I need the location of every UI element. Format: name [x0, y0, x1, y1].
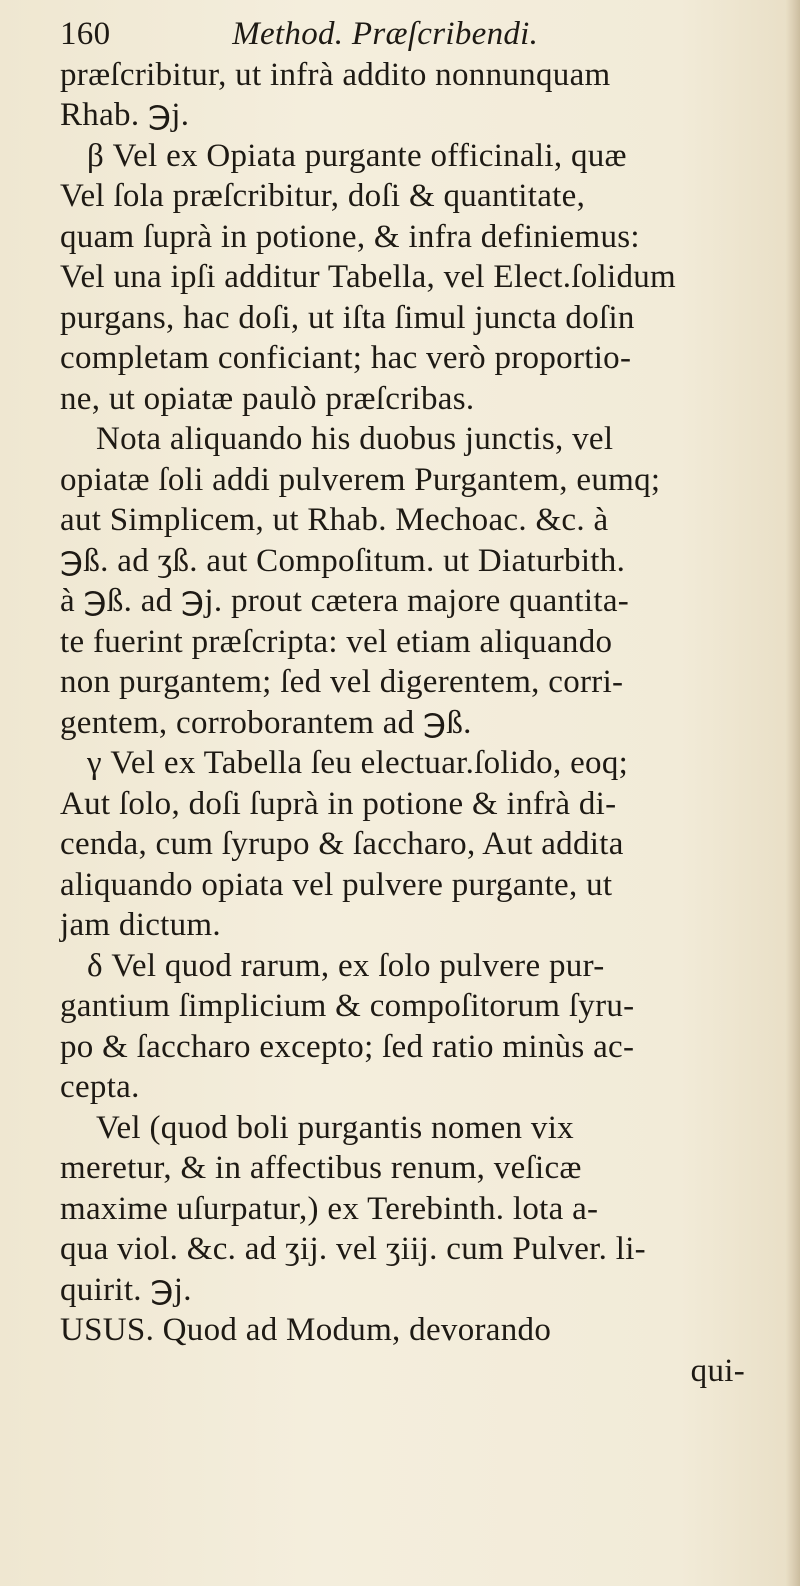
- text-line: ℈ß. ad ʒß. aut Compoſitum. ut Diaturbith.: [60, 542, 626, 579]
- text-line: maxime uſurpatur,) ex Terebinth. lota a-: [60, 1190, 599, 1227]
- text-line: Rhab. ℈j.: [60, 97, 190, 133]
- text-line: Nota aliquando his duobus junctis, vel: [96, 421, 614, 457]
- text-line: quirit. ℈j.: [60, 1271, 192, 1308]
- page-number: 160: [60, 16, 111, 52]
- text-line: ne, ut opiatæ paulò præſcribas.: [60, 380, 475, 417]
- running-title: Method. Præſcribendi.: [232, 16, 539, 52]
- text-line: aliquando opiata vel pulvere purgante, ut: [60, 866, 613, 903]
- text-line: jam dictum.: [60, 907, 221, 943]
- text-line: purgans, hac doſi, ut iſta ſimul juncta doſin: [60, 299, 635, 336]
- text-line: USUS. Quod ad Modum, devorando: [60, 1312, 552, 1348]
- text-line: opiatæ ſoli addi pulverem Purgantem, eumq;: [60, 461, 661, 498]
- text-line: Vel una ipſi additur Tabella, vel Elect.ſolidum: [60, 259, 677, 295]
- text-line: γ Vel ex Tabella ſeu electuar.ſolido, eoq;: [87, 745, 629, 781]
- text-line: cenda, cum ſyrupo & ſaccharo, Aut addita: [60, 826, 624, 862]
- page-edge: [786, 0, 800, 1586]
- catchword: qui-: [690, 1352, 745, 1389]
- text-line: po & ſaccharo excepto; ſed ratio minùs ac-: [60, 1028, 635, 1065]
- text-line: Vel (quod boli purgantis nomen vix: [96, 1109, 574, 1146]
- text-line: cepta.: [60, 1069, 140, 1105]
- text-line: te fuerint præſcripta: vel etiam aliquando: [60, 623, 613, 660]
- text-line: qua viol. &c. ad ʒij. vel ʒiij. cum Pulver. li-: [60, 1231, 646, 1267]
- text-line: à ℈ß. ad ℈j. prout cætera majore quantita-: [60, 583, 630, 619]
- text-line: præſcribitur, ut infrà addito nonnunquam: [60, 56, 611, 93]
- text-line: δ Vel quod rarum, ex ſolo pulvere pur-: [87, 947, 605, 984]
- text-line: gentem, corroborantem ad ℈ß.: [60, 704, 472, 741]
- text-line: β Vel ex Opiata purgante officinali, quæ: [87, 137, 627, 174]
- text-line: meretur, & in affectibus renum, veſicæ: [60, 1150, 582, 1186]
- text-line: quam ſuprà in potione, & infra definiemus:: [60, 218, 640, 255]
- text-line: non purgantem; ſed vel digerentem, corri-: [60, 664, 624, 700]
- text-block: [60, 14, 785, 1391]
- text-line: Vel ſola præſcribitur, doſi & quantitate,: [60, 178, 586, 214]
- page-header: [60, 14, 660, 55]
- text-line: Aut ſolo, doſi ſuprà in potione & infrà di-: [60, 785, 617, 822]
- text-line: aut Simplicem, ut Rhab. Mechoac. &c. à: [60, 502, 609, 538]
- text-line: gantium ſimplicium & compoſitorum ſyru-: [60, 988, 635, 1024]
- text-line: completam conficiant; hac verò proportio-: [60, 340, 632, 376]
